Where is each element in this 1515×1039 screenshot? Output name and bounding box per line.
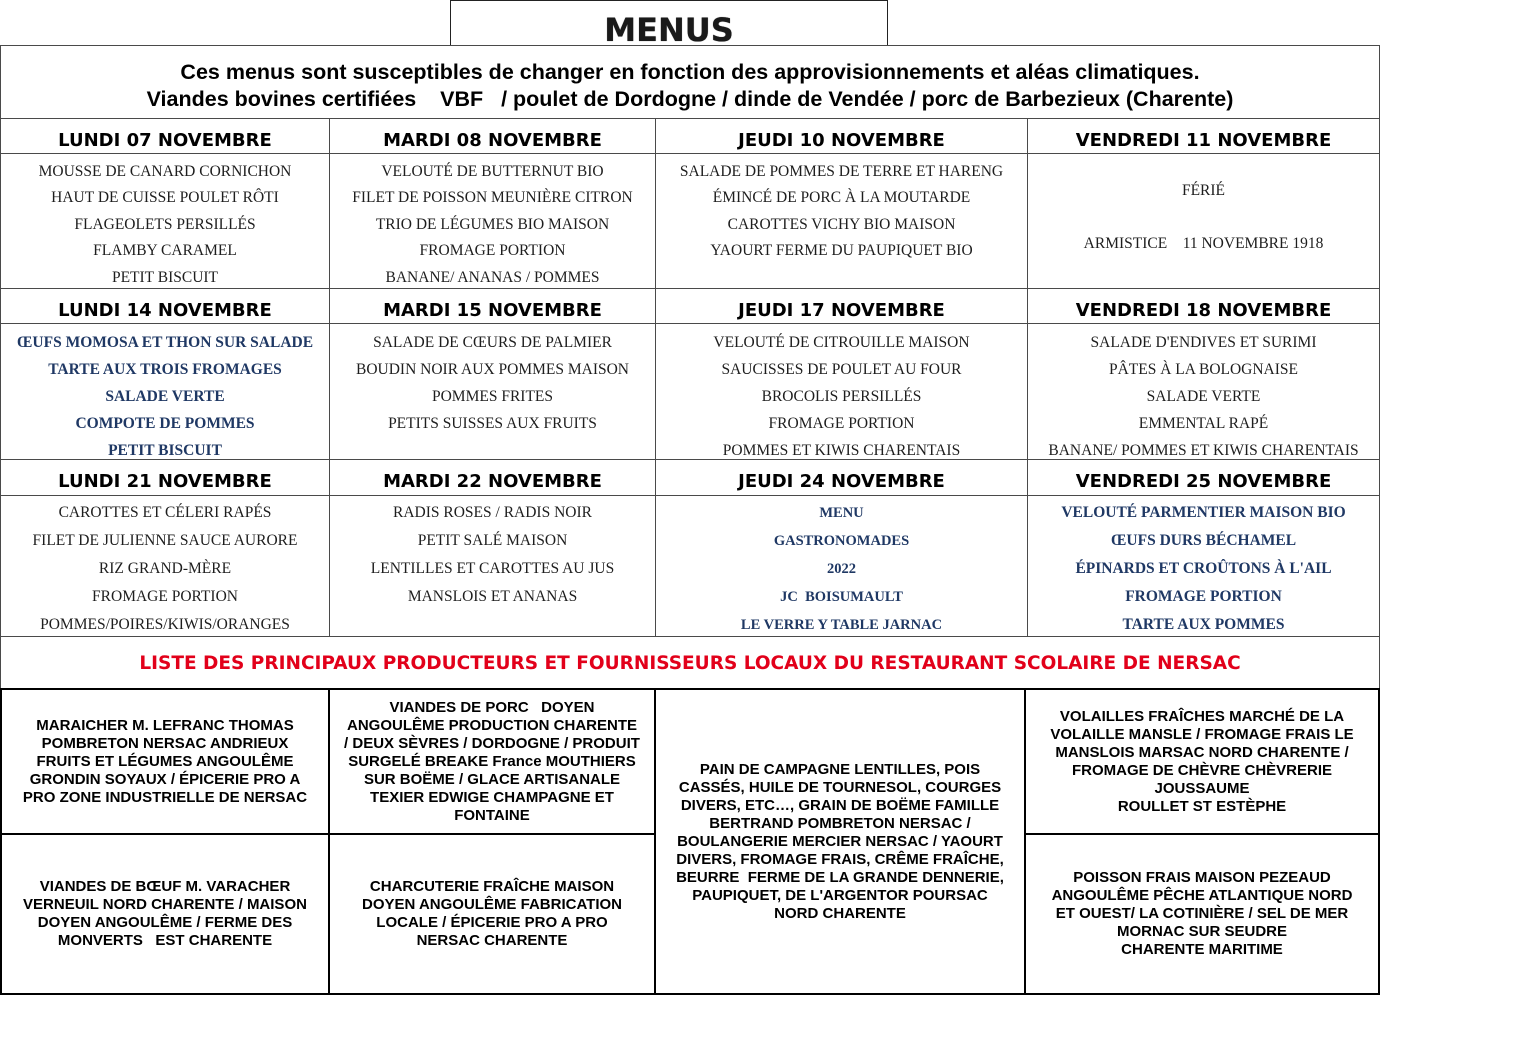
menu-item: LENTILLES ET CAROTTES AU JUS [370, 560, 615, 577]
menu-item: FLAGEOLETS PERSILLÉS [74, 215, 256, 233]
supplier-line: MORNAC SUR SEUDRE [1116, 923, 1287, 940]
day-menu-vendredi-18 [1027, 323, 1380, 460]
menu-item: BANANE/ POMMES ET KIWIS CHARENTAIS [1048, 441, 1359, 459]
menu-item: PETIT BISCUIT [111, 268, 219, 286]
day-header-lundi-21: LUNDI 21 NOVEMBRE [0, 459, 330, 496]
supplier-line: CHARCUTERIE FRAÎCHE MAISON [369, 878, 615, 895]
notice-line-1: Ces menus sont susceptibles de changer en fonction des approvisionnements et aléas climatiques. [180, 59, 1200, 84]
day-menu-vendredi-25 [1027, 495, 1380, 637]
supplier-line: DOYEN ANGOULÊME FABRICATION [361, 896, 622, 913]
supplier-line: PRO ZONE INDUSTRIELLE DE NERSAC [22, 788, 308, 806]
supplier-line: ANGOULÊME PRODUCTION CHARENTE [346, 716, 637, 734]
menu-item: PETITS SUISSES AUX FRUITS [388, 414, 597, 432]
supplier-line: TEXIER EDWIGE CHAMPAGNE ET [370, 788, 614, 806]
day-menu-lundi-14 [0, 323, 330, 460]
supplier-line: POMBRETON NERSAC ANDRIEUX [41, 734, 289, 752]
supplier-line: DIVERS, FROMAGE FRAIS, CRÊME FRAÎCHE, [676, 850, 1004, 868]
menu-item: TARTE AUX POMMES [1122, 616, 1285, 633]
menu-item: HAUT DE CUISSE POULET RÔTI [51, 189, 279, 207]
menu-item: ÉMINCÉ DE PORC À LA MOUTARDE [712, 189, 971, 207]
day-header-mardi-22: MARDI 22 NOVEMBRE [329, 459, 656, 496]
day-header-lundi-14: LUNDI 14 NOVEMBRE [0, 288, 330, 324]
menu-item: MANSLOIS ET ANANAS [407, 588, 578, 605]
menu-item: GASTRONOMADES [773, 533, 910, 549]
suppliers-title: LISTE DES PRINCIPAUX PRODUCTEURS ET FOURNISSEURS LOCAUX DU RESTAURANT SCOLAIRE DE NERSAC [0, 636, 1380, 690]
supplier-line: VIANDES DE PORC DOYEN [389, 698, 595, 716]
supplier-line: GRONDIN SOYAUX / ÉPICERIE PRO A [29, 770, 301, 788]
supplier-line: POISSON FRAIS MAISON PEZEAUD [1073, 869, 1331, 886]
day-header-mardi-15: MARDI 15 NOVEMBRE [329, 288, 656, 324]
menu-item: POMMES ET KIWIS CHARENTAIS [722, 441, 961, 459]
supplier-line: FRUITS ET LÉGUMES ANGOULÊME [36, 752, 294, 770]
day-menu-mardi-22 [329, 495, 656, 637]
menu-item: FROMAGE PORTION [768, 414, 915, 432]
menu-item: 2022 [827, 561, 856, 577]
supplier-line: SUR BOËME / GLACE ARTISANALE [363, 770, 621, 788]
menu-item: SALADE DE POMMES DE TERRE ET HARENG [679, 162, 1004, 180]
day-menu-mardi-15 [329, 323, 656, 460]
menu-item: VELOUTÉ DE BUTTERNUT BIO [381, 162, 604, 180]
menu-item: SALADE DE CŒURS DE PALMIER [373, 333, 612, 351]
supplier-cell-fish [1024, 833, 1380, 995]
menu-item: SALADE VERTE [1146, 387, 1261, 405]
supplier-line: LOCALE / ÉPICERIE PRO A PRO [376, 914, 608, 931]
supplier-cell-beef [0, 833, 330, 995]
supplier-line: BOULANGERIE MERCIER NERSAC / YAOURT [677, 832, 1003, 850]
menu-item: FROMAGE PORTION [92, 588, 238, 605]
day-menu-vendredi-11 [1027, 153, 1380, 289]
menu-item: CAROTTES VICHY BIO MAISON [727, 215, 956, 233]
supplier-cell-poultry [1024, 688, 1380, 835]
supplier-line: MANSLOIS MARSAC NORD CHARENTE / [1055, 743, 1349, 761]
supplier-cell-pork [328, 688, 656, 835]
supplier-line: VIANDES DE BŒUF M. VARACHER [39, 878, 291, 895]
menu-item: MOUSSE DE CANARD CORNICHON [38, 162, 292, 180]
menu-item: TARTE AUX TROIS FROMAGES [48, 360, 282, 378]
menu-item: ŒUFS DURS BÉCHAMEL [1110, 532, 1297, 549]
notice-line-2: Viandes bovines certifiées VBF / poulet de Dordogne / dinde de Vendée / porc de Barbezieux (Charente) [146, 86, 1234, 111]
day-header-vendredi-11: VENDREDI 11 NOVEMBRE [1027, 118, 1380, 154]
menus-title: MENUS [604, 11, 734, 49]
supplier-line: ANGOULÊME PÊCHE ATLANTIQUE NORD [1051, 887, 1353, 904]
supplier-line: CASSÉS, HUILE DE TOURNESOL, COURGES [678, 778, 1002, 796]
supplier-line: VOLAILLE MANSLE / FROMAGE FRAIS LE [1050, 725, 1354, 743]
menu-item: LE VERRE Y TABLE JARNAC [740, 617, 943, 633]
menu-item: POMMES FRITES [431, 387, 554, 405]
supplier-line: MONVERTS EST CHARENTE [57, 932, 273, 949]
menu-item: FILET DE POISSON MEUNIÈRE CITRON [352, 189, 633, 207]
supplier-cell-bread-dairy [654, 688, 1026, 995]
menu-item: POMMES/POIRES/KIWIS/ORANGES [40, 616, 290, 633]
day-menu-lundi-07 [0, 153, 330, 289]
supplier-line: NORD CHARENTE [774, 904, 906, 922]
menu-item: FLAMBY CARAMEL [93, 242, 237, 260]
day-header-jeudi-10: JEUDI 10 NOVEMBRE [655, 118, 1028, 154]
menu-item: ÉPINARDS ET CROÛTONS À L'AIL [1075, 560, 1332, 577]
menu-item: PETIT SALÉ MAISON [417, 532, 568, 549]
day-menu-mardi-08 [329, 153, 656, 289]
supplier-line: VOLAILLES FRAÎCHES MARCHÉ DE LA [1059, 707, 1345, 725]
supplier-line: NERSAC CHARENTE [416, 932, 568, 949]
supplier-line: ET OUEST/ LA COTINIÈRE / SEL DE MER [1055, 905, 1349, 922]
supplier-cell-charcuterie [328, 833, 656, 995]
supplier-cell-vegetables [0, 688, 330, 835]
menu-item: BOUDIN NOIR AUX POMMES MAISON [356, 360, 629, 378]
menu-item: FROMAGE PORTION [419, 242, 566, 260]
supplier-line: DOYEN ANGOULÊME / FERME DES [37, 914, 293, 931]
day-header-lundi-07: LUNDI 07 NOVEMBRE [0, 118, 330, 154]
supplier-line: CHARENTE MARITIME [1121, 941, 1283, 958]
supplier-line: PAIN DE CAMPAGNE LENTILLES, POIS [699, 760, 981, 778]
menu-item: CAROTTES ET CÉLERI RAPÉS [58, 504, 272, 521]
menu-item: MENU [819, 505, 864, 521]
day-header-jeudi-24: JEUDI 24 NOVEMBRE [655, 459, 1028, 496]
supplier-line: DIVERS, ETC…, GRAIN DE BOËME FAMILLE [680, 796, 1000, 814]
menu-item: SALADE VERTE [105, 387, 225, 405]
supplier-line: ROULLET ST ESTÈPHE [1117, 797, 1287, 815]
supplier-line: VERNEUIL NORD CHARENTE / MAISON [23, 896, 307, 913]
menu-item: EMMENTAL RAPÉ [1138, 414, 1269, 432]
day-menu-jeudi-17 [655, 323, 1028, 460]
notice-banner [0, 45, 1380, 119]
menu-item: YAOURT FERME DU PAUPIQUET BIO [710, 242, 973, 260]
menu-item: VELOUTÉ PARMENTIER MAISON BIO [1061, 504, 1346, 521]
day-menu-jeudi-24 [655, 495, 1028, 637]
day-header-vendredi-18: VENDREDI 18 NOVEMBRE [1027, 288, 1380, 324]
menu-item: SALADE D'ENDIVES ET SURIMI [1090, 333, 1317, 351]
supplier-line: FROMAGE DE CHÈVRE CHÈVRERIE [1071, 761, 1333, 779]
holiday-note: ARMISTICE 11 NOVEMBRE 1918 [1083, 234, 1324, 252]
menu-item: COMPOTE DE POMMES [75, 414, 255, 432]
supplier-line: SURGELÉ BREAKE France MOUTHIERS [348, 752, 636, 770]
menu-item: FILET DE JULIENNE SAUCE AURORE [32, 532, 298, 549]
menu-item: PÂTES À LA BOLOGNAISE [1108, 360, 1299, 378]
supplier-line: BERTRAND POMBRETON NERSAC / [709, 814, 971, 832]
day-header-jeudi-17: JEUDI 17 NOVEMBRE [655, 288, 1028, 324]
menu-item: RIZ GRAND-MÈRE [98, 560, 232, 577]
day-header-vendredi-25: VENDREDI 25 NOVEMBRE [1027, 459, 1380, 496]
menu-item: SAUCISSES DE POULET AU FOUR [721, 360, 962, 378]
supplier-line: PAUPIQUET, DE L'ARGENTOR POURSAC [692, 886, 988, 904]
menu-item: BROCOLIS PERSILLÉS [761, 387, 922, 405]
menu-item: PETIT BISCUIT [108, 441, 222, 459]
menu-item: VELOUTÉ DE CITROUILLE MAISON [713, 333, 970, 351]
supplier-line: MARAICHER M. LEFRANC THOMAS [36, 716, 294, 734]
day-menu-lundi-21 [0, 495, 330, 637]
menu-item: FROMAGE PORTION [1125, 588, 1282, 605]
title-box [450, 0, 888, 49]
menu-item: ŒUFS MOMOSA ET THON SUR SALADE [16, 333, 314, 351]
day-header-mardi-08: MARDI 08 NOVEMBRE [329, 118, 656, 154]
supplier-line: JOUSSAUME [1154, 779, 1250, 797]
menu-item: JC BOISUMAULT [780, 589, 903, 605]
menu-item: RADIS ROSES / RADIS NOIR [393, 504, 592, 521]
holiday-label: FÉRIÉ [1181, 181, 1226, 199]
supplier-line: FONTAINE [454, 806, 530, 824]
menu-item: BANANE/ ANANAS / POMMES [385, 268, 600, 286]
day-menu-jeudi-10 [655, 153, 1028, 289]
menu-item: TRIO DE LÉGUMES BIO MAISON [375, 215, 610, 233]
supplier-line: / DEUX SÈVRES / DORDOGNE / PRODUIT [344, 734, 640, 752]
supplier-line: BEURRE FERME DE LA GRANDE DENNERIE, [676, 868, 1004, 886]
